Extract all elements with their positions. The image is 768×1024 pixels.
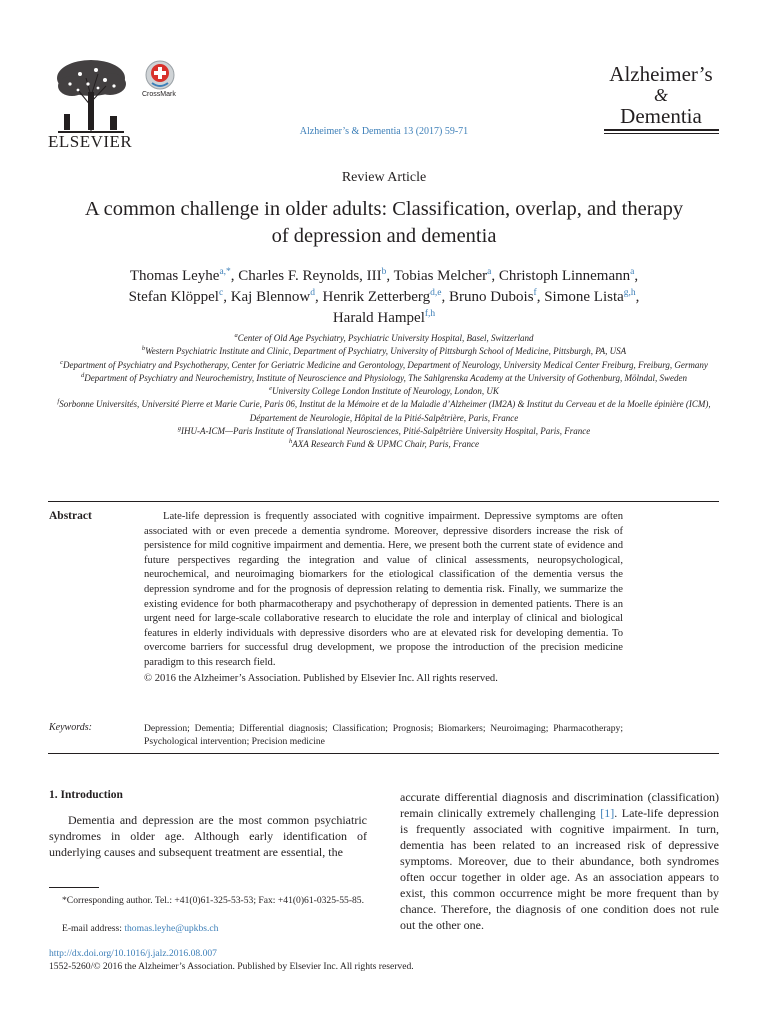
abstract-body xyxy=(144,510,623,686)
author-affil-mark[interactable]: b xyxy=(381,267,387,277)
author-name: Tobias Melcher xyxy=(393,268,488,284)
author-name: Charles F. Reynolds, III xyxy=(238,268,382,284)
author-name: Thomas Leyhe xyxy=(129,268,220,284)
brand-line-2: Dementia xyxy=(620,104,702,128)
affiliation-list xyxy=(46,332,722,452)
affiliation-mark: f xyxy=(57,398,60,406)
author-affil-mark[interactable]: c xyxy=(218,288,224,298)
author-sep: , xyxy=(491,268,499,284)
author-sep: , xyxy=(536,289,545,305)
author-affil-mark[interactable]: a,* xyxy=(219,267,231,277)
journal-citation-link[interactable]: Alzheimer’s & Dementia 13 (2017) 59-71 xyxy=(299,126,469,137)
author-line xyxy=(50,287,718,308)
title-line-1: A common challenge in older adults: Classification, overlap, and therapy xyxy=(84,198,684,220)
affiliation-item xyxy=(46,398,722,425)
abstract-bottom-rule xyxy=(48,753,719,754)
author-list xyxy=(50,266,718,329)
affiliation-mark: h xyxy=(289,438,293,446)
doi-link[interactable]: http://dx.doi.org/10.1016/j.jalz.2016.08.007 xyxy=(49,948,217,959)
affiliation-item xyxy=(46,345,722,358)
author-name: Bruno Dubois xyxy=(448,289,534,305)
affiliation-text: Western Psychiatric Institute and Clinic, Department of Psychiatry, University of Pittsburgh School of Medicine, Pittsburgh, PA, USA xyxy=(145,346,627,357)
journal-brand xyxy=(603,63,719,127)
author-line xyxy=(50,308,718,329)
abstract-text: Late-life depression is frequently associated with cognitive impairment. Depressive symptoms are often associated with or even precede a dementia syndrome. Moreover, depressive disorders increase the risk of persistence for mild cognitive impairment and dementia. Here, we present both the current state of evidence and future perspectives regarding the integration and value of clinical assessments, neuropsychological, neurochemical, and neuroimaging biomarkers for the etiological classification of the dementia versus the depression syndrome and for the prognosis of depression relating to dementia risk. Finally, we summarize the existing evidence for both pharmacotherapy and psychotherapy of depression in demented patients. There is an urgent need for large-scale collaborative research to elucidate the role and interplay of clinical and biological features in elderly individuals with depressive disorders who are at elevated risk for developing dementia. To overcome barriers for successful drug development, we propose the introduction of the precision medicine paradigm to this research field. xyxy=(144,511,623,668)
author-name: Stefan Klöppel xyxy=(128,289,219,305)
abstract-copyright: © 2016 the Alzheimer’s Association. Published by Elsevier Inc. All rights reserved. xyxy=(144,672,498,684)
author-affil-mark[interactable]: a xyxy=(487,267,492,277)
author-affil-mark[interactable]: f xyxy=(533,288,537,298)
reference-link[interactable]: [1] xyxy=(600,806,615,820)
affiliation-text: IHU-A-ICM—Paris Institute of Translational Neurosciences, Pitié-Salpêtrière University Hospital, Paris, France xyxy=(180,426,591,437)
footnote-email xyxy=(49,922,367,935)
article-type: Review Article xyxy=(341,170,427,185)
author-line xyxy=(50,266,718,287)
issn-copyright: 1552-5260/© 2016 the Alzheimer’s Association. Published by Elsevier Inc. All rights reserved. xyxy=(49,961,414,972)
affiliation-mark: g xyxy=(177,425,181,433)
tree-icon xyxy=(50,56,132,134)
article-title xyxy=(40,196,728,250)
author-sep: , xyxy=(230,268,239,284)
affiliation-item xyxy=(46,332,722,345)
crossmark-badge[interactable] xyxy=(144,59,176,107)
keywords-heading: Keywords: xyxy=(49,722,92,733)
brand-line-1: Alzheimer’s xyxy=(609,62,713,86)
footnote-rule xyxy=(49,887,99,888)
author-sep: , xyxy=(634,268,639,284)
email-link[interactable]: thomas.leyhe@upkbs.ch xyxy=(124,923,219,934)
abstract-top-rule xyxy=(48,501,719,502)
author-sep: , xyxy=(635,289,640,305)
affiliation-item xyxy=(46,385,722,398)
affiliation-item xyxy=(46,438,722,451)
crossmark-icon xyxy=(144,59,176,91)
brand-rule xyxy=(604,133,719,134)
affiliation-mark: b xyxy=(141,345,146,353)
author-affil-mark[interactable]: g,h xyxy=(623,288,636,298)
affiliation-mark: e xyxy=(269,385,272,393)
affiliation-text: University College London Institute of Neurology, London, UK xyxy=(271,386,499,397)
author-name: Christoph Linnemann xyxy=(498,268,631,284)
author-name: Harald Hampel xyxy=(332,310,425,326)
author-affil-mark[interactable]: d,e xyxy=(430,288,442,298)
body-text: . Late-life depression is frequently associated with cognitive impairment. In turn, dementia has been related to an increased risk of depressive symptoms. Moreover, due to their abundance, both syndromes often occur together in older age. As an association appears to exist, this common occurrence might be more frequent than by chance. Therefore, the diagnosis of one condition does not rule out the other one. xyxy=(400,806,720,932)
crossmark-label: CrossMark xyxy=(142,91,176,98)
author-name: Henrik Zetterberg xyxy=(322,289,431,305)
brand-ampersand: & xyxy=(653,85,668,105)
affiliation-item xyxy=(46,425,722,438)
affiliation-text: Center of Old Age Psychiatry, Psychiatric University Hospital, Basel, Switzerland xyxy=(237,333,534,343)
abstract-heading: Abstract xyxy=(49,510,92,522)
affiliation-text: AXA Research Fund & UPMC Chair, Paris, France xyxy=(292,439,479,450)
body-text: accurate differential diagnosis and discrimination (classification) remain clinically extremely challenging xyxy=(400,790,719,820)
author-sep: , xyxy=(441,289,449,305)
affiliation-item xyxy=(46,372,722,385)
affiliation-mark: c xyxy=(60,358,63,366)
author-name: Kaj Blennow xyxy=(230,289,311,305)
affiliation-text: Department of Psychiatry and Psychotherapy, Center for Geriatric Medicine and Gerontology, Department of Neurology, University Medical Center Freiburg, Freiburg, Germany xyxy=(63,359,708,370)
author-sep: , xyxy=(223,289,231,305)
affiliation-text: Sorbonne Universités, Université Pierre et Marie Curie, Paris 06, Institut de la Mémoire et de la Maladie d’Alzheimer (IM2A) & Institut du Cerveau et de la Moelle épinière (ICM), Département de Neurologie, Hôpital de la Pitié-Salpêtrière, Paris, France xyxy=(59,399,711,423)
keywords-list: Depression; Dementia; Differential diagnosis; Classification; Prognosis; Biomarkers; Neuroimaging; Pharmacotherapy; Psychological intervention; Precision medicine xyxy=(144,723,623,748)
affiliation-mark: d xyxy=(81,371,85,379)
affiliation-item xyxy=(46,359,722,372)
affiliation-text: Department of Psychiatry and Neurochemistry, Institute of Neuroscience and Physiology, The Sahlgrenska Academy at the University of Gothenburg, Mölndal, Sweden xyxy=(84,372,687,383)
footnote-corresponding: *Corresponding author. Tel.: +41(0)61-325-53-53; Fax: +41(0)61-0325-55-85. xyxy=(62,895,365,906)
author-affil-mark[interactable]: d xyxy=(310,288,316,298)
author-sep: , xyxy=(315,289,323,305)
publisher-name: ELSEVIER xyxy=(48,132,133,151)
affiliation-mark: a xyxy=(234,332,238,339)
body-paragraph-right xyxy=(400,789,719,933)
section-heading: 1. Introduction xyxy=(49,789,123,801)
author-affil-mark[interactable]: a xyxy=(630,267,635,277)
author-sep: , xyxy=(386,268,394,284)
author-affil-mark[interactable]: f,h xyxy=(424,309,436,319)
title-line-2: of depression and dementia xyxy=(271,225,497,247)
author-name: Simone Lista xyxy=(544,289,624,305)
body-paragraph: Dementia and depression are the most common psychiatric syndromes in older age. Although early identification of underlying causes and subsequent treatment are essential, the xyxy=(49,813,367,859)
brand-rule xyxy=(604,129,719,131)
email-label: E-mail address: xyxy=(62,923,125,934)
